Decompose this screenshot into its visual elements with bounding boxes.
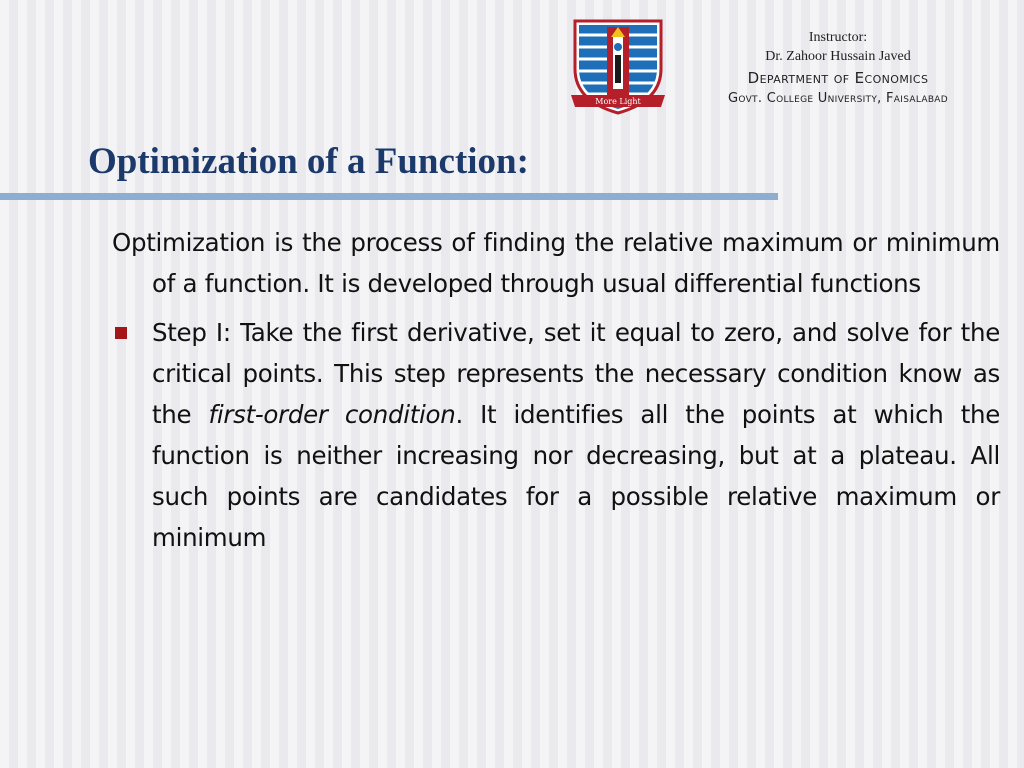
bullet-emphasis: first-order condition	[208, 400, 456, 429]
instructor-name: Dr. Zahoor Hussain Javed	[765, 49, 911, 64]
university-name: Govt. College University, Faisalabad	[728, 91, 948, 106]
university-crest-icon	[571, 17, 665, 115]
logo-motto: More Light	[595, 97, 641, 106]
slide-title: Optimization of a Function:	[88, 141, 529, 182]
header-block	[660, 28, 1016, 108]
bullet-text-before: Step I: Take the first derivative, set it equal to zero, and solve for the critical points. This step represents the necessary condition know as the	[152, 318, 1000, 429]
slide-body	[112, 222, 1000, 558]
instructor-label: Instructor:	[808, 30, 868, 45]
intro-paragraph: Optimization is the process of finding the relative maximum or minimum of a function. It is developed through usual differential functions	[112, 228, 1000, 298]
bullet-text-after: . It identifies all the points at which the function is neither increasing nor decreasing, but at a plateau. All such points are candidates for a possible relative maximum or minimum	[152, 400, 1000, 552]
title-divider	[0, 193, 778, 200]
department-name: Department of Economics	[747, 69, 929, 87]
bullet-step-one	[112, 312, 1000, 558]
square-bullet-icon	[115, 327, 127, 339]
